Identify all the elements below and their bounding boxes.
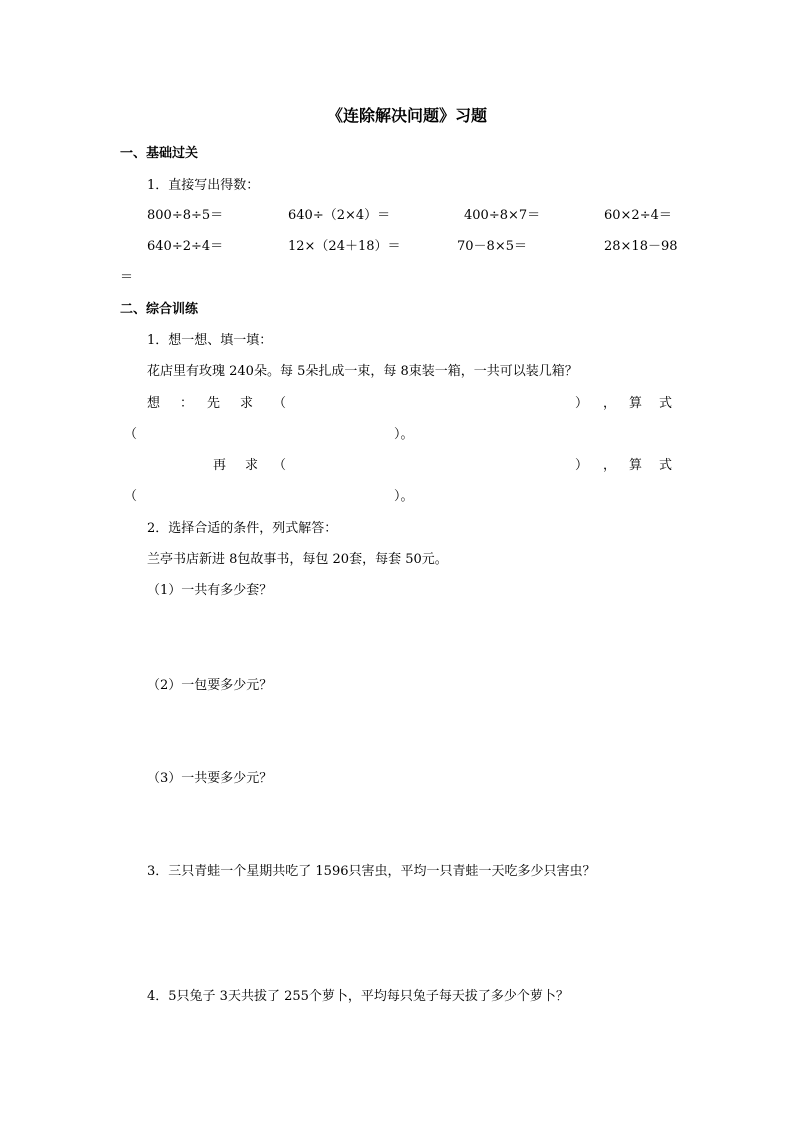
question-1-label: 1．直接写出得数：	[147, 178, 260, 193]
think-line-2-close: ）。	[394, 489, 414, 504]
section-2-heading: 二、综合训练	[120, 302, 199, 317]
calc-item: 60×2÷4＝	[604, 208, 672, 223]
question-2-text: 兰亭书店新进 8包故事书，每包 20套，每套 50元。	[147, 552, 448, 567]
calc-item: 12×（24＋18）＝	[288, 239, 401, 254]
question-2-sub-1: （1）一共有多少套？	[147, 583, 273, 598]
calc-item: 640÷（2×4）＝	[288, 208, 391, 223]
think-line-1-close: ）。	[394, 427, 414, 442]
calc-item: 640÷2÷4＝	[147, 239, 224, 254]
question-2-sub-3: （3）一共要多少元？	[147, 771, 273, 786]
question-1-text: 花店里有玫瑰 240朵。每 5朵扎成一束，每 8束装一箱，一共可以装几箱？	[147, 364, 578, 379]
section-1-heading: 一、基础过关	[120, 146, 199, 161]
calc-item: 400÷8×7＝	[464, 208, 541, 223]
question-3: 3．三只青蛙一个星期共吃了 1596只害虫，平均一只青蛙一天吃多少只害虫？	[147, 864, 596, 879]
question-2-label: 2．选择合适的条件，列式解答：	[147, 521, 338, 536]
question-1-label: 1．想一想、填一填：	[147, 333, 273, 348]
question-2-sub-2: （2）一包要多少元？	[147, 678, 273, 693]
calc-item-wrap: ＝	[120, 270, 134, 285]
calc-item: 28×18－98	[604, 239, 678, 254]
calc-item: 800÷8÷5＝	[147, 208, 224, 223]
calc-item: 70－8×5＝	[457, 239, 527, 254]
think-line-2-open: （	[124, 489, 138, 504]
question-4: 4．5只兔子 3天共拔了 255个萝卜，平均每只兔子每天拔了多少个萝卜？	[147, 989, 569, 1004]
think-line-1-open: （	[124, 427, 138, 442]
page-title: 《连除解决问题》习题	[327, 106, 488, 125]
